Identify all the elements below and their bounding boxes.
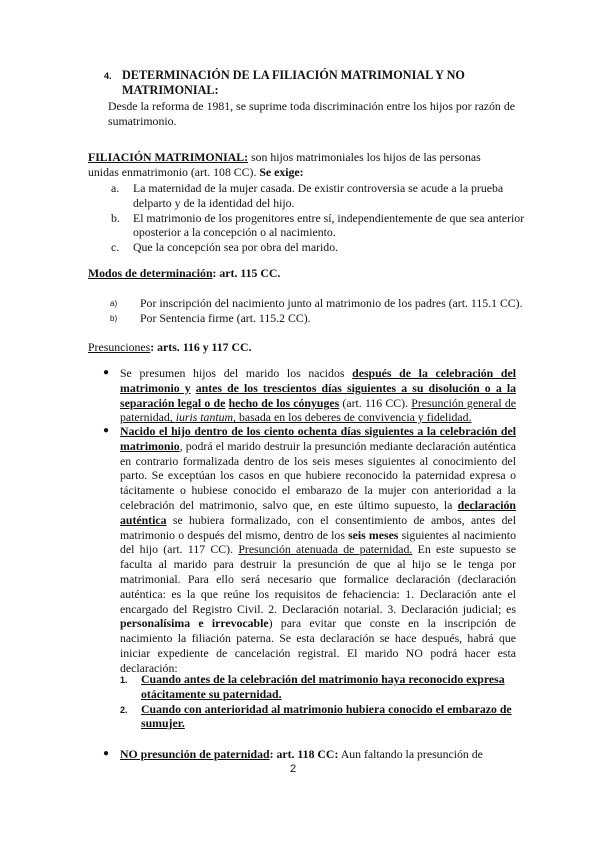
text-run: ) para evitar que conste en la inscripción de nacimiento la filiación paterna. Se esta declaración se hace después, habrá que iniciar expediente de cancelación registral. El marido NO podrá hacer esta declaración: xyxy=(120,616,516,675)
intro-paragraph: Desde la reforma de 1981, se suprime toda discriminación entre los hijos por razón de sumatrimonio. xyxy=(108,99,515,128)
list-item xyxy=(111,240,531,255)
text-run-bold: : art. 118 CC: xyxy=(269,747,339,761)
section-title: DETERMINACIÓN DE LA FILIACIÓN MATRIMONIAL Y NO MATRIMONIAL: xyxy=(122,68,465,97)
text-run: Aun faltando la presunción de xyxy=(338,747,483,761)
bullet-icon: ● xyxy=(103,425,110,436)
modos-ref: : art. 115 CC. xyxy=(212,266,281,280)
list-item-text: Por inscripción del nacimiento junto al matrimonio de los padres (art. 115.1 CC). xyxy=(140,296,523,310)
list-marker: b) xyxy=(110,313,118,323)
bullet-item xyxy=(103,747,516,762)
text-run-underlined: Presunción atenuada de paternidad. xyxy=(238,542,413,557)
list-item xyxy=(111,211,531,241)
bullet-item xyxy=(103,366,517,425)
text-run-bold: hecho de los cónyuges xyxy=(228,395,340,410)
presunciones-ref: : arts. 116 y 117 CC. xyxy=(150,340,252,354)
text-run: se hubiera formalizado, con el consentimiento de ambos, antes del matrimonio o después del mismo, dentro de los xyxy=(120,512,516,542)
presunciones-label: Presunciones xyxy=(88,340,151,354)
bullet-icon: ● xyxy=(103,748,110,759)
text-run-bold: seis meses xyxy=(348,527,399,542)
text-run-italic: iuris tantum xyxy=(175,410,234,425)
text-run: En este supuesto se faculta al marido para destruir la presunción de que al hijo se le tenga por matrimonial. Para ello será necesario que formalice declaración (declaración auténtica: es la que reúne los requisitos de fehaciencia: 1. Declaración ante el encargado del Registro Civil. 2. Declaración notarial. 3. Declaración judicial; es xyxy=(120,542,517,616)
text-run-bold: Nacido el hijo dentro de los ciento ochenta días siguientes a la celebración del matrimonio xyxy=(120,424,516,453)
list-item xyxy=(110,296,530,311)
list-marker: 2. xyxy=(120,704,128,715)
filiacion-text: son hijos matrimoniales los hijos de las personas unidas enmatrimonio (art. 108 CC). xyxy=(88,150,481,179)
text-run-bold: antes de los trescientos días siguientes a su disolución o a la separación legal o de xyxy=(120,380,517,410)
text-run-underlined: , basada en los deberes de convivencia y fidelidad. xyxy=(233,410,472,425)
list-item-text: Cuando antes de la celebración del matrimonio haya reconocido expresa otácitamente su paternidad. xyxy=(141,672,505,701)
list-marker: c. xyxy=(111,240,120,255)
section-heading xyxy=(104,68,508,98)
list-item xyxy=(110,311,530,326)
text-run: siguientes al nacimiento del hijo (art. 117 CC). xyxy=(120,527,516,557)
section-number: 4. xyxy=(104,71,112,81)
text-run: Se presumen hijos del marido los nacidos xyxy=(120,366,353,380)
requirements-list xyxy=(111,181,531,255)
list-item-text: Por Sentencia firme (art. 115.2 CC). xyxy=(140,310,311,325)
text-run: , podrá el marido destruir la presunción mediante declaración auténtica en contrario formalizada dentro de los seis meses siguientes al conocimiento del parto. Se exceptúan los casos en que hubiere reconocido la paternidad expresa o tácitamente o hubiese conocido el embarazo de la mujer con anterioridad a la celebración del matrimonio, salvo que, en este último supuesto, la xyxy=(120,438,516,512)
filiacion-label: FILIACIÓN MATRIMONIAL: xyxy=(88,150,249,164)
modos-label: Modos de determinación xyxy=(88,266,213,280)
modos-list xyxy=(110,296,530,326)
text-run-underlined: Presunción general de paternidad, xyxy=(120,395,516,425)
list-item-text: La maternidad de la mujer casada. De existir controversia se acude a la prueba delparto y de la identidad del hijo. xyxy=(133,181,504,210)
page-number: 2 xyxy=(290,763,297,775)
bullet-icon: ● xyxy=(103,367,110,378)
bullet-item xyxy=(103,424,517,676)
modos-heading xyxy=(88,266,508,281)
list-item xyxy=(120,702,516,732)
presunciones-heading xyxy=(88,340,508,355)
list-item-text: Cuando con anterioridad al matrimonio hubiera conocido el embarazo de sumujer. xyxy=(141,701,512,731)
list-item xyxy=(111,181,531,211)
list-item xyxy=(120,672,516,702)
filiacion-exige: Se exige: xyxy=(259,164,304,179)
exceptions-list xyxy=(120,672,516,731)
text-run-bold: personalísima e irrevocable xyxy=(120,616,269,631)
list-item-text: Que la concepción sea por obra del marido. xyxy=(133,240,339,255)
text-run: (art. 116 CC). xyxy=(339,395,412,410)
list-marker: a. xyxy=(111,181,120,195)
text-run-bold: NO presunción de paternidad xyxy=(120,747,270,761)
list-marker: a) xyxy=(110,299,118,308)
text-run-bold: declaración auténtica xyxy=(120,497,516,527)
list-marker: b. xyxy=(111,210,120,225)
list-marker: 1. xyxy=(120,675,128,685)
filiacion-paragraph xyxy=(88,150,508,180)
text-run-bold: después de la celebración del matrimonio y xyxy=(120,366,516,395)
list-item-text: El matrimonio de los progenitores entre sí, independientemente de que sea anterior oposterior a la concepción o al nacimiento. xyxy=(133,210,525,240)
